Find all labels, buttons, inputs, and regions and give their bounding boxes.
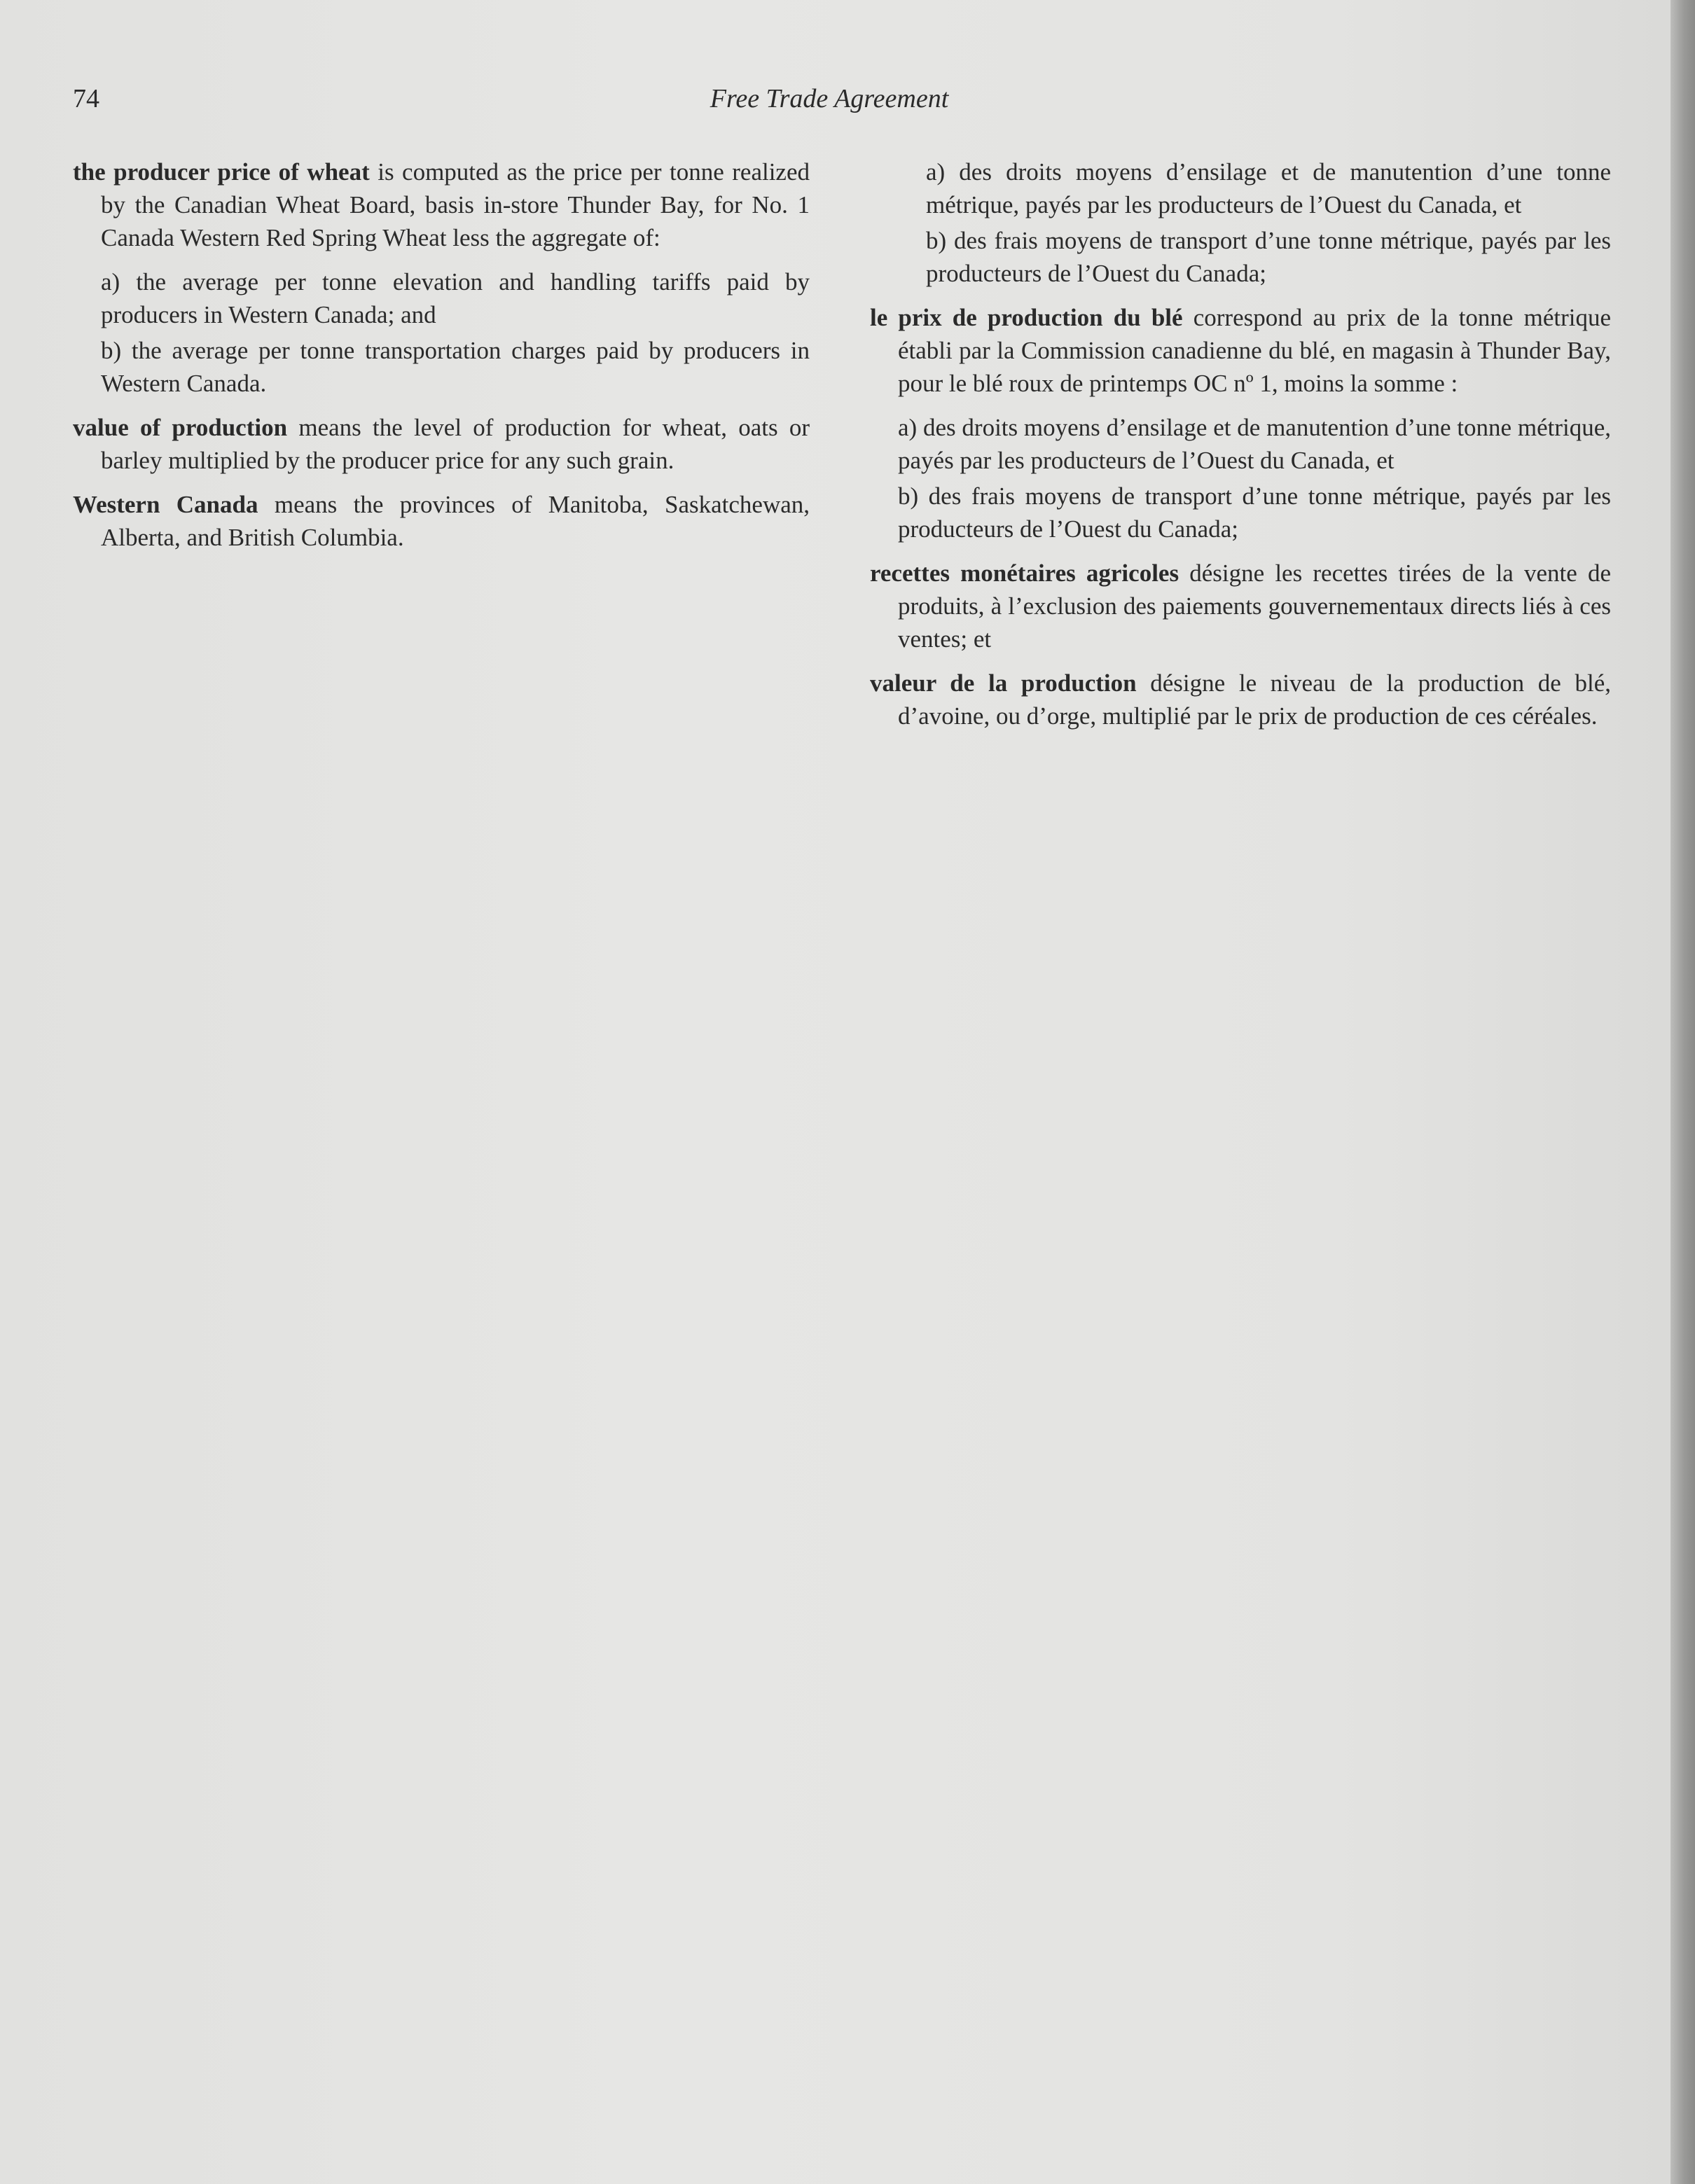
running-title: Free Trade Agreement [710,84,949,113]
definition-value-of-production [73,411,810,477]
definition-text: désigne le niveau de la production de blé, d’avoine, ou d’orge, multiplié par le prix de production de ces céréales. [898,669,1611,730]
definition-producer-price [73,155,810,254]
definition-subitem-b: b) the average per tonne transportation charges paid by producers in Western Canada. [101,337,810,397]
french-column [870,155,1611,744]
term-producer-price: the producer price of wheat [73,158,370,186]
definition-subitem-a: a) the average per tonne elevation and handling tariffs paid by producers in Western Canada; and [101,268,810,328]
definition-subitem-a: a) des droits moyens d’ensilage et de manutention d’une tonne métrique, payés par les producteurs de l’Ouest du Canada, et [898,414,1611,474]
definition-valeur [870,667,1611,732]
definition-text: is computed as the price per tonne realized by the Canadian Wheat Board, basis in-store Thunder Bay, for No. 1 Canada Western Red Spring Wheat less the aggregate of: [101,158,810,251]
page-header [73,81,1614,116]
definition-western-canada [73,488,810,554]
term-valeur: valeur de la production [870,669,1137,697]
english-column [73,155,810,565]
term-prix-production: le prix de production du blé [870,304,1183,331]
definition-text: means the level of production for wheat, oats or barley multiplied by the producer price for any such grain. [101,414,810,474]
definition-prix-production [870,301,1611,400]
page-number: 74 [73,84,99,113]
term-recettes: recettes monétaires agricoles [870,559,1179,587]
definition-subitem-b: b) des frais moyens de transport d’une tonne métrique, payés par les producteurs de l’Ouest du Canada; [898,482,1611,543]
definition-recettes [870,557,1611,655]
definition-subitem-b: b) des frais moyens de transport d’une tonne métrique, payés par les producteurs de l’Ouest du Canada; [926,227,1611,287]
definition-text: désigne les recettes tirées de la vente de produits, à l’exclusion des paiements gouvernementaux directs liés à ces ventes; et [898,559,1611,653]
definition-subitem-a: a) des droits moyens d’ensilage et de manutention d’une tonne métrique, payés par les producteurs de l’Ouest du Canada, et [926,158,1611,218]
term-western-canada: Western Canada [73,491,258,518]
definition-text: correspond au prix de la tonne métrique établi par la Commission canadienne du blé, en magasin à Thunder Bay, pour le blé roux de printemps OC nº 1, moins la somme : [898,304,1611,397]
page-edge [1670,0,1695,2184]
term-value-of-production: value of production [73,414,288,441]
definition-text: means the provinces of Manitoba, Saskatchewan, Alberta, and British Columbia. [101,491,810,551]
